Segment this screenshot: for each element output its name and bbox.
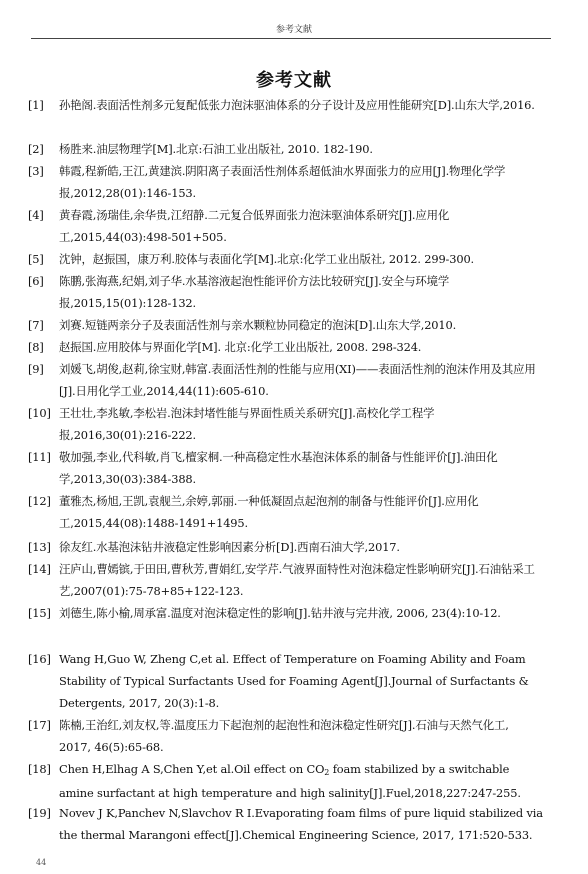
reference-text: 刘赛.短链两亲分子及表面活性剂与亲水颗粒协同稳定的泡沫[D].山东大学,2010. bbox=[59, 318, 457, 332]
reference-number: [11] bbox=[28, 450, 51, 464]
reference-text: 陈楠,王治红,刘友权,等.温度压力下起泡剂的起泡性和泡沫稳定性研究[J].石油与天然气化工, 2017, 46(5):65-68. bbox=[59, 718, 509, 754]
reference-text: 刘德生,陈小榆,周承富.温度对泡沫稳定性的影响[J].钻井液与完井液, 2006, 23(4):10-12. bbox=[59, 606, 501, 620]
reference-text: 沈钟，赵振国，康万利.胶体与表面化学[M].北京:化学工业出版社, 2012. 299-300. bbox=[59, 252, 475, 266]
reference-number: [6] bbox=[28, 274, 44, 288]
reference-text: 王壮壮,李兆敏,李松岩.泡沫封堵性能与界面性质关系研究[J].高校化学工程学报,2016,30(01):216-222. bbox=[59, 406, 435, 442]
reference-item bbox=[28, 490, 543, 534]
reference-text: 徐友红.水基泡沫钻井液稳定性影响因素分析[D].西南石油大学,2017. bbox=[59, 540, 400, 554]
reference-text: 韩霞,程新皓,王江,黄建滨.阴阳离子表面活性剂体系超低油水界面张力的应用[J].物理化学学报,2012,28(01):146-153. bbox=[59, 164, 506, 200]
reference-text: 董雅杰,杨旭,王凯,袁舰兰,余婷,郭丽.一种低凝固点起泡剂的制备与性能评价[J].应用化工,2015,44(08):1488-1491+1495. bbox=[59, 494, 479, 530]
running-header: 参考文献 bbox=[275, 25, 312, 35]
reference-number: [1] bbox=[28, 98, 44, 112]
reference-text: 黄春霞,汤瑞佳,余华贵,江绍静.二元复合低界面张力泡沫驱油体系研究[J].应用化工,2015,44(03):498-501+505. bbox=[59, 208, 450, 244]
reference-text: 赵振国.应用胶体与界面化学[M]. 北京:化学工业出版社, 2008. 298-324. bbox=[59, 340, 422, 354]
reference-number: [19] bbox=[28, 806, 51, 820]
reference-item bbox=[28, 248, 543, 270]
page-number: 44 bbox=[36, 858, 47, 867]
reference-item bbox=[28, 94, 543, 116]
reference-text: 杨胜来.油层物理学[M].北京:石油工业出版社, 2010. 182-190. bbox=[59, 142, 373, 156]
reference-number: [14] bbox=[28, 562, 51, 576]
reference-number: [8] bbox=[28, 340, 44, 354]
reference-item bbox=[28, 714, 543, 758]
reference-item bbox=[28, 138, 543, 160]
reference-item bbox=[28, 314, 543, 336]
reference-item bbox=[28, 160, 543, 204]
reference-number: [10] bbox=[28, 406, 51, 420]
reference-item bbox=[28, 758, 543, 804]
reference-text: 汪庐山,曹嫣镔,于田田,曹秋芳,曹娟红,安学芹.气液界面特性对泡沫稳定性影响研究[J].石油钻采工艺,2007(01):75-78+85+122-123. bbox=[59, 562, 535, 598]
page-title: 参考文献 bbox=[256, 70, 332, 91]
reference-number: [5] bbox=[28, 252, 44, 266]
subscript: 2 bbox=[324, 768, 330, 777]
reference-number: [16] bbox=[28, 652, 51, 666]
reference-number: [9] bbox=[28, 362, 44, 376]
reference-item bbox=[28, 402, 543, 446]
reference-number: [2] bbox=[28, 142, 44, 156]
reference-item bbox=[28, 358, 543, 402]
reference-text: 孙艳阁.表面活性剂多元复配低张力泡沫驱油体系的分子设计及应用性能研究[D].山东大学,2016. bbox=[59, 98, 535, 112]
reference-item bbox=[28, 446, 543, 490]
reference-item bbox=[28, 648, 543, 714]
reference-item bbox=[28, 270, 543, 314]
reference-number: [7] bbox=[28, 318, 44, 332]
reference-item bbox=[28, 336, 543, 358]
reference-text: 刘媛飞,胡俊,赵莉,徐宝财,韩富.表面活性剂的性能与应用(XI)——表面活性剂的泡沫作用及其应用[J].日用化学工业,2014,44(11):605-610. bbox=[59, 362, 536, 398]
reference-item bbox=[28, 602, 543, 624]
reference-item bbox=[28, 558, 543, 602]
reference-text-part: foam stabilized by a switchable amine surfactant at high temperature and high salinity[J].Fuel,2018,227:247-255. bbox=[59, 762, 521, 800]
header-rule bbox=[31, 38, 551, 39]
reference-item bbox=[28, 802, 543, 846]
reference-text: 敬加强,李业,代科敏,肖飞,檀家桐.一种高稳定性水基泡沫体系的制备与性能评价[J].油田化学,2013,30(03):384-388. bbox=[59, 450, 498, 486]
reference-item bbox=[28, 536, 543, 558]
reference-number: [12] bbox=[28, 494, 51, 508]
reference-text: Novev J K,Panchev N,Slavchov R I.Evaporating foam films of pure liquid stabilized via the thermal Marangoni effect[J].Chemical Engineering Science, 2017, 171:520-533. bbox=[59, 806, 543, 842]
reference-text bbox=[59, 758, 543, 804]
reference-text: 陈鹏,张海燕,纪娟,刘子华.水基溶液起泡性能评价方法比较研究[J].安全与环境学报,2015,15(01):128-132. bbox=[59, 274, 450, 310]
reference-number: [3] bbox=[28, 164, 44, 178]
reference-number: [15] bbox=[28, 606, 51, 620]
reference-text-part: Chen H,Elhag A S,Chen Y,et al.Oil effect on CO bbox=[59, 762, 325, 776]
reference-item bbox=[28, 204, 543, 248]
reference-number: [17] bbox=[28, 718, 51, 732]
reference-number: [18] bbox=[28, 762, 51, 776]
reference-text: Wang H,Guo W, Zheng C,et al. Effect of Temperature on Foaming Ability and Foam Stability of Typical Surfactants Used for Foaming Agent[J].Journal of Surfactants & Detergents, 2017, 20(3):1-8. bbox=[59, 652, 529, 710]
reference-number: [13] bbox=[28, 540, 51, 554]
reference-number: [4] bbox=[28, 208, 44, 222]
